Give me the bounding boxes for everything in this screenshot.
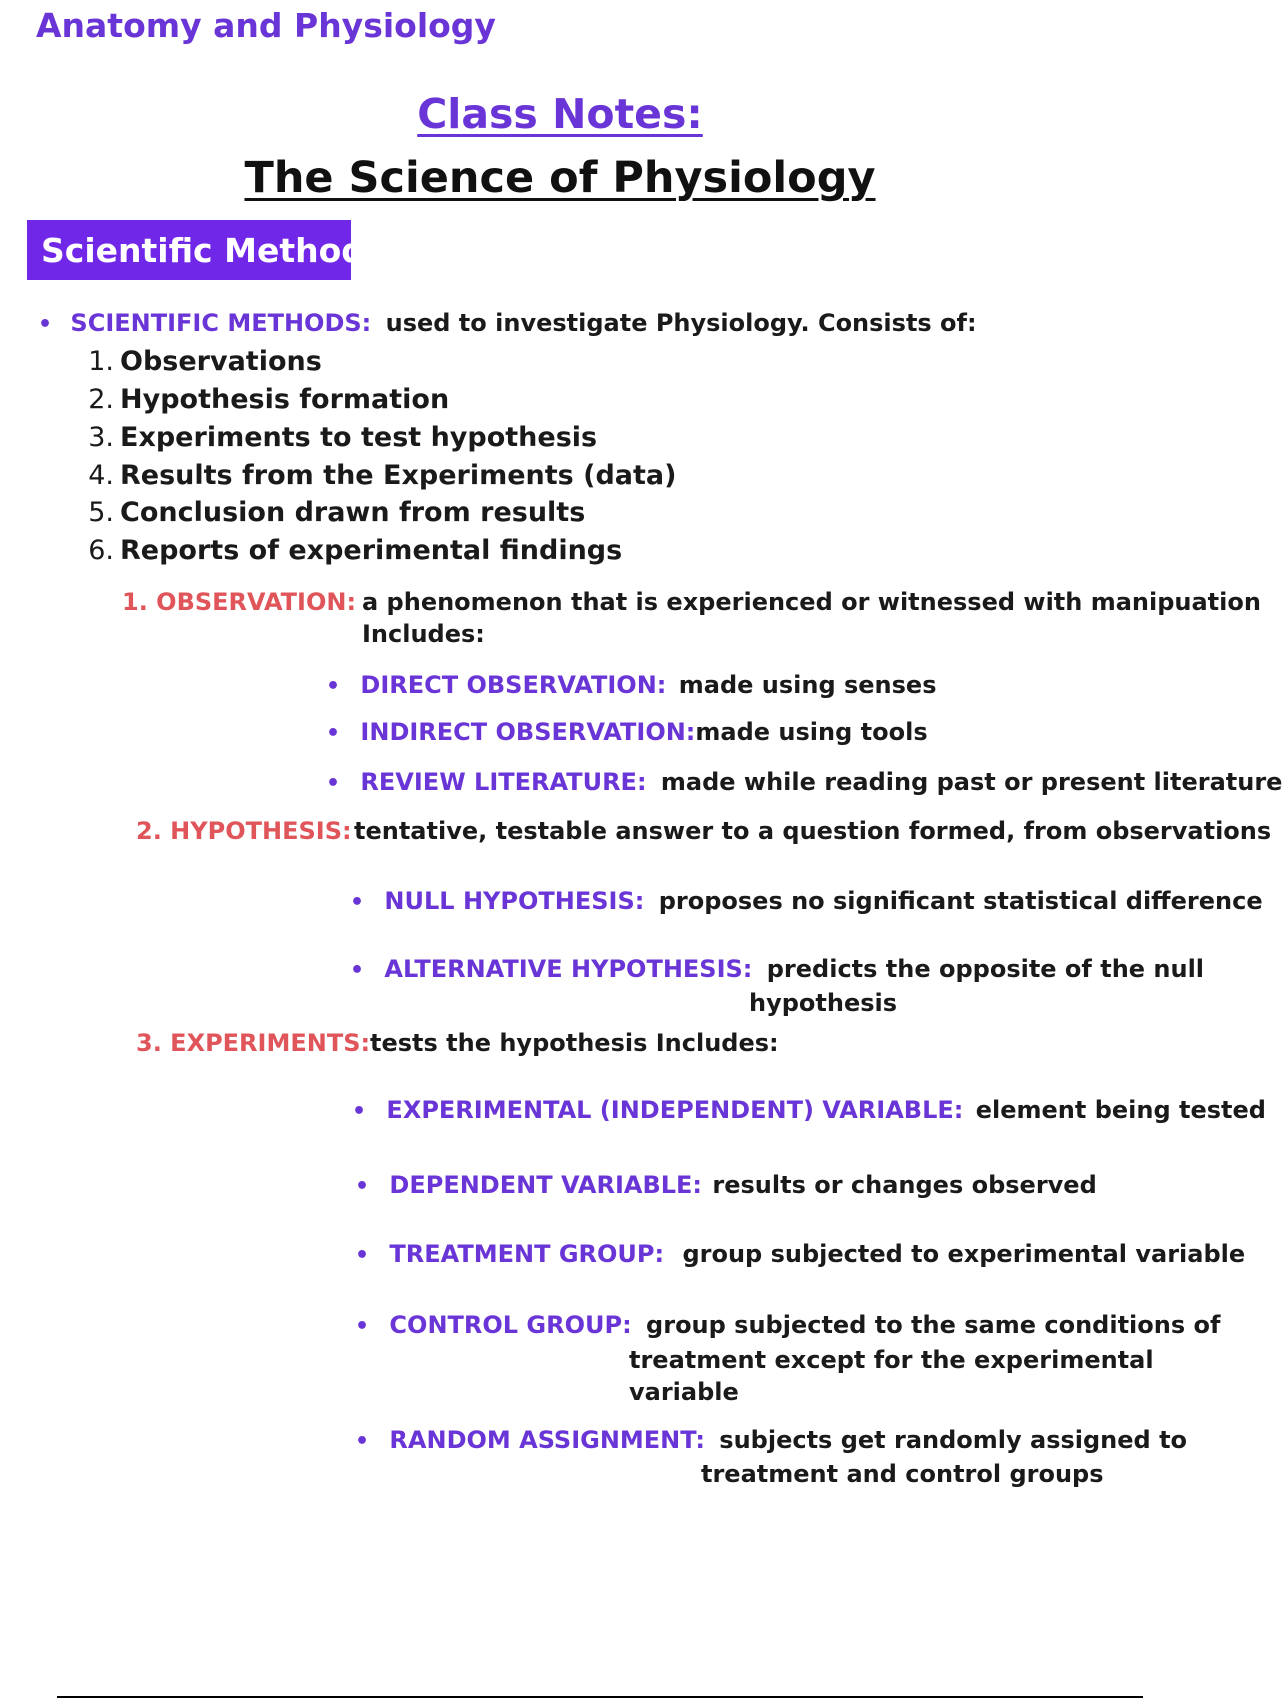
experiments-desc: tests the hypothesis Includes:	[370, 1029, 779, 1057]
list-text: Reports of experimental findings	[120, 535, 623, 566]
bullet-dot: •	[355, 1314, 370, 1339]
bullet-dot: •	[326, 771, 341, 796]
term: REVIEW LITERATURE:	[360, 768, 647, 796]
list-item	[88, 460, 676, 491]
section-banner-label: Scientific Method	[41, 230, 365, 270]
term: DEPENDENT VARIABLE:	[389, 1171, 703, 1199]
term-desc: proposes no significant statistical difference	[658, 887, 1263, 915]
list-item	[352, 1095, 1266, 1127]
term-desc: element being tested	[975, 1096, 1266, 1124]
intro-desc: used to investigate Physiology. Consists of:	[385, 309, 977, 337]
intro-term: SCIENTIFIC METHODS:	[70, 309, 372, 337]
term-desc-cont: treatment and control groups	[701, 1460, 1104, 1488]
list-item	[88, 384, 449, 415]
intro-bullet	[38, 308, 977, 340]
bullet-dot: •	[355, 1243, 370, 1268]
term-desc: made using tools	[695, 718, 928, 746]
list-text: Results from the Experiments (data)	[120, 460, 677, 491]
list-number: 4.	[88, 460, 114, 491]
list-item	[326, 670, 936, 702]
bullet-dot: •	[350, 890, 365, 915]
term-desc-cont: hypothesis	[749, 989, 898, 1017]
bullet-dot: •	[326, 721, 341, 746]
term-desc: made using senses	[678, 671, 937, 699]
term-desc: predicts the opposite of the null	[766, 955, 1205, 983]
course-title: Anatomy and Physiology	[36, 6, 496, 45]
term: TREATMENT GROUP:	[389, 1240, 665, 1268]
term: CONTROL GROUP:	[389, 1311, 632, 1339]
list-number: 2.	[88, 384, 114, 415]
bullet-dot: •	[355, 1429, 370, 1454]
list-item	[350, 954, 1204, 986]
term: RANDOM ASSIGNMENT:	[389, 1426, 705, 1454]
list-text: Hypothesis formation	[120, 384, 450, 415]
list-item	[88, 422, 597, 453]
bullet-dot: •	[326, 674, 341, 699]
section-banner	[27, 220, 365, 280]
list-item	[355, 1239, 1245, 1271]
list-item	[326, 717, 928, 749]
observation-desc: a phenomenon that is experienced or witnessed with manipuation	[362, 588, 1261, 616]
list-text: Conclusion drawn from results	[120, 497, 586, 528]
term: ALTERNATIVE HYPOTHESIS:	[384, 955, 753, 983]
list-number: 5.	[88, 497, 114, 528]
term-desc: results or changes observed	[712, 1171, 1097, 1199]
list-item	[355, 1425, 1187, 1457]
term: DIRECT OBSERVATION:	[360, 671, 667, 699]
term: EXPERIMENTAL (INDEPENDENT) VARIABLE:	[386, 1096, 964, 1124]
list-item	[350, 886, 1263, 918]
term: NULL HYPOTHESIS:	[384, 887, 645, 915]
list-number: 3.	[88, 422, 114, 453]
page-title: The Science of Physiology	[244, 153, 876, 203]
class-notes-heading: Class Notes:	[417, 90, 703, 138]
bullet-dot: •	[352, 1099, 367, 1124]
list-number: 1.	[88, 346, 114, 377]
list-number: 6.	[88, 535, 114, 566]
term-desc-cont: treatment except for the experimental	[629, 1346, 1154, 1374]
list-item	[355, 1170, 1097, 1202]
list-text: Experiments to test hypothesis	[120, 422, 598, 453]
term-desc: made while reading past or present literature	[660, 768, 1282, 796]
hypothesis-heading: 2. HYPOTHESIS:	[136, 817, 352, 845]
list-item	[88, 346, 322, 377]
experiments-heading: 3. EXPERIMENTS:	[136, 1029, 371, 1057]
bullet-dot: •	[38, 312, 53, 337]
list-item	[326, 767, 1282, 799]
bullet-dot: •	[355, 1174, 370, 1199]
bottom-divider	[57, 1696, 1143, 1698]
list-item	[88, 497, 585, 528]
bullet-dot: •	[350, 958, 365, 983]
term-desc: group subjected to experimental variable	[682, 1240, 1246, 1268]
list-item	[355, 1310, 1220, 1342]
observation-heading: 1. OBSERVATION:	[122, 588, 357, 616]
list-text: Observations	[120, 346, 322, 377]
term-desc: subjects get randomly assigned to	[719, 1426, 1188, 1454]
term-desc: group subjected to the same conditions of	[646, 1311, 1221, 1339]
term-desc-cont: variable	[629, 1378, 739, 1406]
term: INDIRECT OBSERVATION:	[360, 718, 696, 746]
list-item	[88, 535, 622, 566]
hypothesis-desc: tentative, testable answer to a question formed, from observations	[354, 817, 1272, 845]
observation-desc-cont: Includes:	[362, 620, 485, 648]
